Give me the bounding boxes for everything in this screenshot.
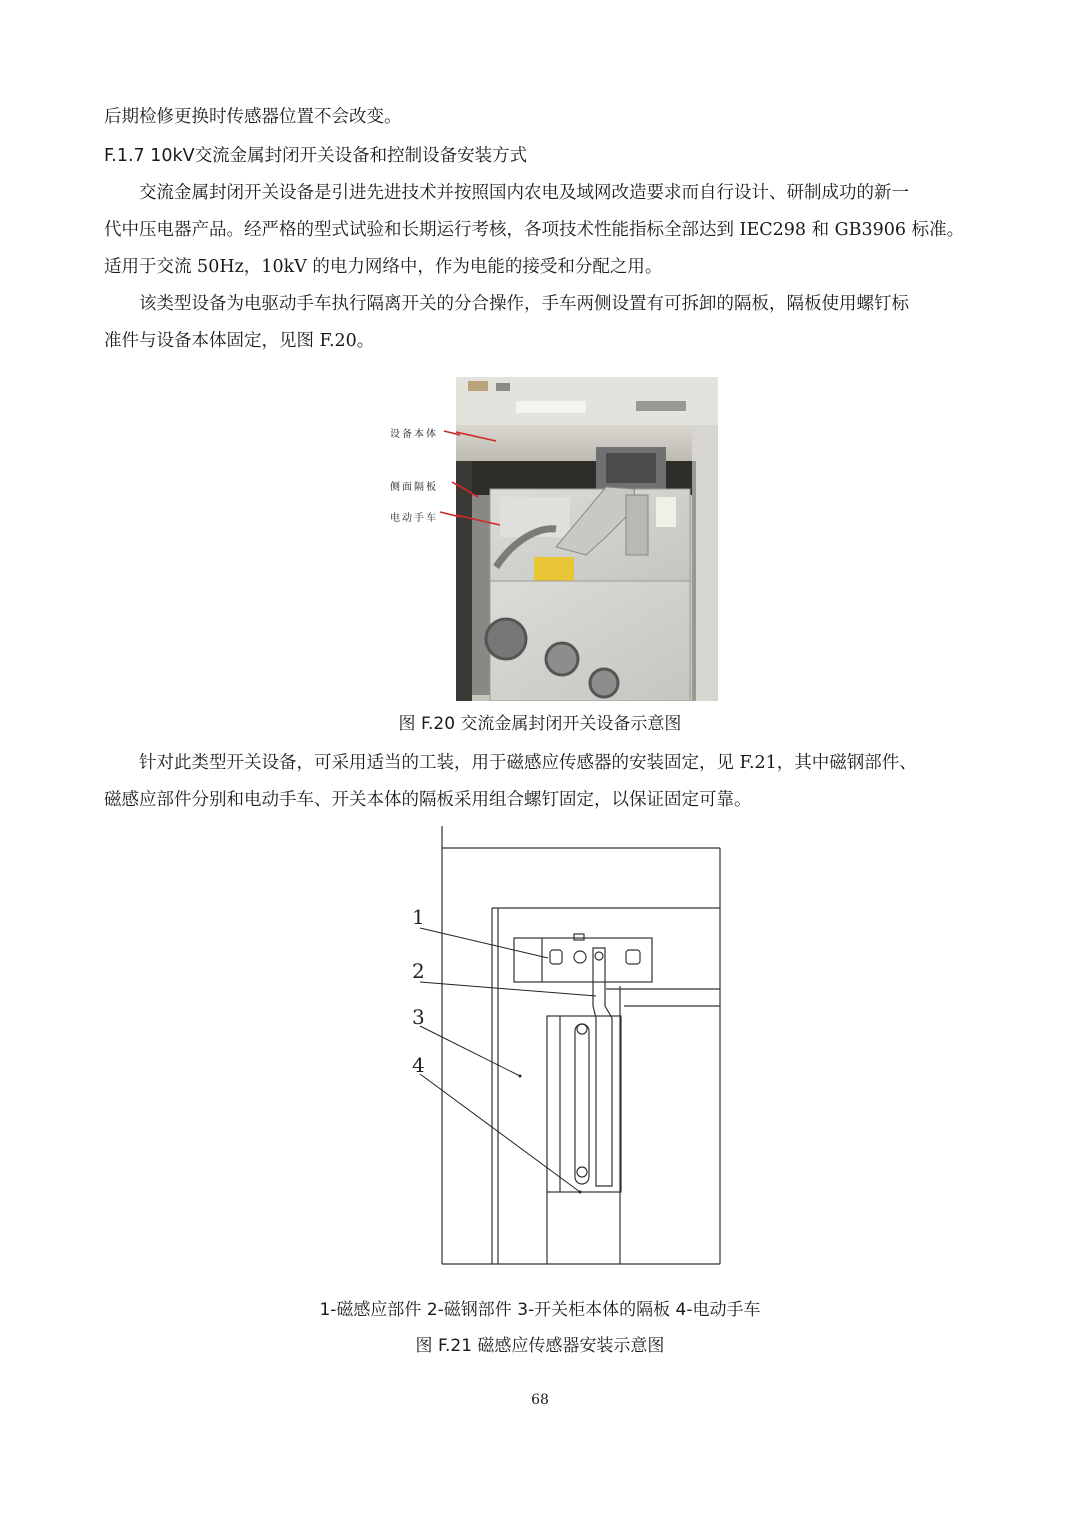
paragraph-continuation: 后期检修更换时传感器位置不会改变。 bbox=[104, 107, 402, 127]
figure-f21-legend: 1-磁感应部件 2-磁钢部件 3-开关柜本体的隔板 4-电动手车 bbox=[319, 1300, 761, 1320]
callout-4: 4 bbox=[412, 1053, 425, 1077]
paragraph-1-line-3: 适用于交流 50Hz，10kV 的电力网络中，作为电能的接受和分配之用。 bbox=[104, 257, 663, 277]
sensor-installation-drawing bbox=[400, 826, 730, 1272]
figure-f20-caption: 图 F.20 交流金属封闭开关设备示意图 bbox=[398, 714, 682, 734]
paragraph-2-line-2: 准件与设备本体固定，见图 F.20。 bbox=[104, 331, 375, 351]
switchgear-photo bbox=[456, 377, 718, 701]
callout-1: 1 bbox=[412, 905, 425, 929]
paragraph-2-line-1: 该类型设备为电驱动手车执行隔离开关的分合操作，手车两侧设置有可拆卸的隔板，隔板使用螺钉标 bbox=[139, 294, 909, 314]
section-heading: F.1.7 10kV交流金属封闭开关设备和控制设备安装方式 bbox=[104, 146, 528, 166]
callout-3: 3 bbox=[412, 1005, 425, 1029]
switchgear-photo-illustration bbox=[456, 377, 718, 701]
label-electric-trolley: 电动手车 bbox=[390, 513, 438, 524]
paragraph-3-line-2: 磁感应部件分别和电动手车、开关本体的隔板采用组合螺钉固定，以保证固定可靠。 bbox=[104, 790, 752, 810]
paragraph-3-line-1: 针对此类型开关设备，可采用适当的工装，用于磁感应传感器的安装固定，见 F.21，其中磁钢部件、 bbox=[139, 753, 917, 773]
paragraph-1-line-1: 交流金属封闭开关设备是引进先进技术并按照国内农电及域网改造要求而自行设计、研制成功的新一 bbox=[139, 183, 909, 203]
sensor-drawing-svg bbox=[400, 826, 730, 1272]
label-equipment-body: 设备本体 bbox=[390, 429, 438, 440]
page-number: 68 bbox=[531, 1392, 549, 1408]
callout-2: 2 bbox=[412, 959, 425, 983]
label-side-partition: 侧面隔板 bbox=[390, 482, 438, 493]
figure-f21-caption: 图 F.21 磁感应传感器安装示意图 bbox=[415, 1336, 665, 1356]
paragraph-1-line-2: 代中压电器产品。经严格的型式试验和长期运行考核，各项技术性能指标全部达到 IEC298 和 GB3906 标准。 bbox=[104, 220, 965, 240]
